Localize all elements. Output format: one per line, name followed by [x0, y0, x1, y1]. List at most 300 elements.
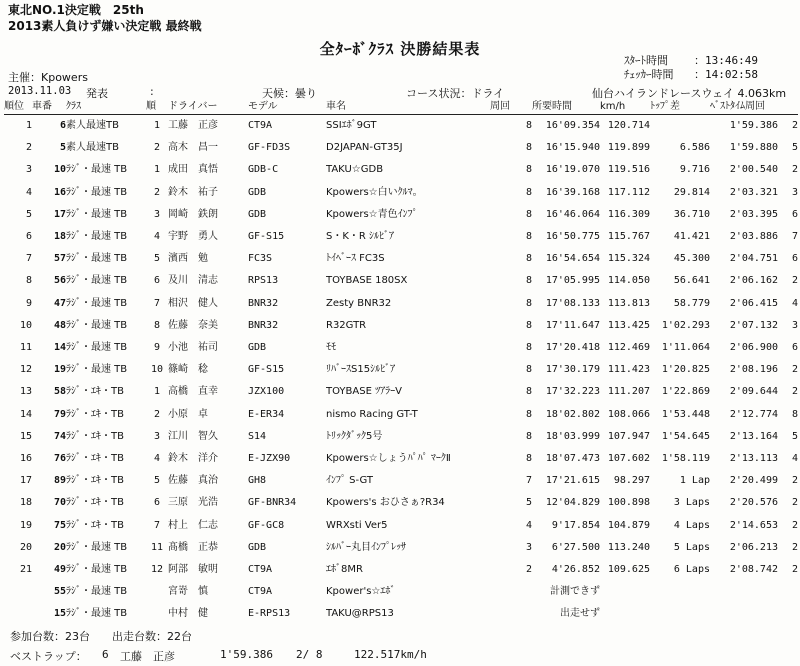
cell-speed: 115.324	[607, 253, 650, 265]
cell-class: ﾗｼﾞ・最速 TB	[66, 564, 128, 576]
cell-total-time: 12'04.829	[545, 497, 600, 509]
cell-car-number: 20	[53, 541, 66, 553]
table-row	[4, 581, 798, 603]
cell-class: ﾗｼﾞ・ｴｷ・TB	[66, 386, 124, 398]
table-row	[4, 159, 798, 181]
cell-total-time: 17'21.615	[545, 475, 600, 487]
cell-driver: 篠崎 稔	[168, 364, 208, 376]
cell-driver: 村上 仁志	[168, 519, 218, 531]
cell-position: 6	[25, 231, 32, 243]
cell-model: E-RPS13	[248, 608, 291, 620]
cell-car-number: 48	[53, 319, 66, 331]
cell-best-time: 2'04.751	[729, 253, 778, 265]
cell-driver: 阿部 敏明	[168, 564, 218, 576]
cell-laps: 8	[525, 408, 532, 420]
cell-car-number: 5	[59, 142, 66, 154]
cell-laps: 8	[525, 142, 532, 154]
course-condition: コース状況：ドライ	[406, 87, 505, 100]
cell-car-number: 58	[53, 386, 66, 398]
cell-car-name: SSIｴﾎﾞ9GT	[326, 120, 377, 131]
cell-laps: 8	[525, 319, 532, 331]
cell-driver: 三原 光浩	[168, 497, 218, 509]
cell-driver: 江川 智久	[168, 430, 218, 442]
cell-driver: 及川 清志	[168, 275, 218, 287]
cell-best-lap-number: 2	[791, 275, 798, 287]
cell-best-time	[710, 581, 778, 603]
cell-car-number: 49	[53, 564, 66, 576]
cell-speed: 109.625	[607, 564, 650, 576]
cell-total-time: 16'46.064	[545, 208, 600, 220]
cell-laps: 2	[525, 564, 532, 576]
cell-speed: 119.899	[607, 142, 650, 154]
cell-best-time: 1'59.386	[729, 120, 778, 131]
cell-position: 3	[25, 164, 32, 176]
cell-laps: 8	[525, 186, 532, 198]
cell-speed: 107.947	[607, 430, 650, 442]
cell-best-time: 2'07.132	[729, 319, 778, 331]
cell-driver: 鈴木 洋介	[168, 453, 218, 465]
cell-class-position: 12	[150, 564, 164, 576]
table-row	[4, 115, 798, 138]
cell-best-lap-number	[778, 581, 798, 603]
cell-total-time: 17'08.133	[545, 297, 600, 309]
cell-gap: 1'11.064	[661, 342, 710, 354]
cell-laps: 8	[525, 231, 532, 243]
weather: 天候：曇り	[262, 87, 317, 100]
checker-time-value: ：14:02:58	[694, 68, 758, 81]
table-row	[4, 337, 798, 359]
cell-class: ﾗｼﾞ・最速 TB	[66, 164, 128, 176]
col-header-model: モデル	[248, 99, 326, 115]
announce-label: 発表	[86, 87, 108, 100]
cell-car-name: ｼﾙﾊﾞｰ丸目ｲﾝﾌﾟﾚｯｻ	[326, 541, 406, 553]
cell-total-time: 18'02.802	[545, 408, 600, 420]
table-row	[4, 381, 798, 403]
cell-gap	[650, 115, 710, 138]
cell-best-time: 2'13.113	[729, 453, 778, 465]
cell-best-lap-number: 5	[791, 430, 798, 442]
cell-model: BNR32	[248, 319, 279, 331]
cell-best-lap-number: 8	[791, 408, 798, 420]
cell-car-name: ﾄﾘｯｸﾀﾞｯｸ5号	[326, 430, 383, 442]
cell-model: GDB-C	[248, 164, 279, 176]
cell-speed: 116.309	[607, 208, 650, 220]
cell-best-time: 2'20.499	[729, 475, 778, 487]
cell-speed: 111.423	[607, 364, 650, 376]
cell-gap: 4 Laps	[673, 519, 710, 531]
cell-class: ﾗｼﾞ・最速 TB	[66, 342, 128, 354]
cell-model: JZX100	[248, 386, 285, 398]
cell-driver: 鈴木 祐子	[168, 186, 218, 198]
cell-car-name: TOYBASE 180SX	[326, 275, 408, 287]
cell-car-number: 10	[53, 164, 66, 176]
cell-class: ﾗｼﾞ・最速 TB	[66, 364, 128, 376]
cell-position: 4	[25, 186, 32, 198]
table-row	[4, 426, 798, 448]
cell-gap: 6 Laps	[673, 564, 710, 576]
cell-class-position: 3	[153, 208, 161, 220]
cell-car-number: 19	[53, 364, 66, 376]
cell-total-time: 16'19.070	[545, 164, 600, 176]
cell-best-lap-number: 3	[791, 319, 798, 331]
cell-car-number: 74	[53, 430, 66, 442]
table-row	[4, 470, 798, 492]
cell-best-lap-number: 2	[791, 564, 798, 576]
table-row	[4, 226, 798, 248]
col-header-car-name: 車名	[326, 99, 490, 115]
cell-best-lap-number: 2	[791, 497, 798, 509]
cell-class-position: 9	[153, 342, 161, 354]
cell-car-number: 6	[59, 120, 66, 131]
cell-class: ﾗｼﾞ・最速 TB	[66, 208, 128, 220]
cell-class-position: 7	[153, 519, 161, 531]
cell-speed: 98.297	[613, 475, 650, 487]
cell-best-time: 2'06.213	[729, 541, 778, 553]
cell-class-position: 3	[153, 430, 161, 442]
cell-model: CT9A	[248, 564, 273, 576]
cell-position: 13	[19, 386, 32, 398]
cell-speed: 120.714	[607, 120, 650, 131]
cell-driver: 成田 真悟	[168, 164, 218, 176]
cell-speed: 117.112	[607, 186, 650, 198]
cell-gap: 56.641	[673, 275, 710, 287]
cell-model: GDB	[248, 541, 267, 553]
circuit-name: 仙台ハイランドレースウェイ 4.063km	[592, 87, 787, 100]
cell-class: ﾗｼﾞ・最速 TB	[66, 319, 128, 331]
cell-car-number: 14	[53, 342, 66, 354]
cell-total-time: 18'03.999	[545, 430, 600, 442]
cell-best-lap-number: 7	[791, 231, 798, 243]
cell-driver: 高木 昌一	[168, 142, 218, 154]
cell-class: ﾗｼﾞ・ｴｷ・TB	[66, 475, 124, 487]
col-header-gap: ﾄｯﾌﾟ差	[650, 99, 710, 115]
cell-position	[4, 581, 32, 603]
cell-speed: 119.516	[607, 164, 650, 176]
cell-gap: 1'58.119	[661, 453, 710, 465]
cell-driver: 濱西 勉	[168, 253, 208, 265]
cell-gap: 1'22.869	[661, 386, 710, 398]
cell-car-number: 57	[53, 253, 66, 265]
col-header-position: 順位	[4, 99, 32, 115]
cell-model: GF-S15	[248, 231, 285, 243]
cell-position: 17	[19, 475, 32, 487]
cell-laps: 8	[525, 275, 532, 287]
cell-class: ﾗｼﾞ・ｴｷ・TB	[66, 408, 124, 420]
cell-speed	[600, 603, 650, 625]
table-row	[4, 603, 798, 625]
cell-class-position: 4	[153, 453, 161, 465]
cell-driver: 宮嵜 慎	[168, 586, 208, 598]
cell-laps: 8	[525, 253, 532, 265]
cell-class: ﾗｼﾞ・最速 TB	[66, 253, 128, 265]
cell-car-number: 16	[53, 186, 66, 198]
table-row	[4, 359, 798, 381]
cell-best-lap-number: 4	[791, 453, 798, 465]
cell-model: BNR32	[248, 297, 279, 309]
cell-car-name: ｲﾝﾌﾟ S-GT	[326, 475, 374, 487]
cell-car-number: 18	[53, 231, 66, 243]
cell-class: ﾗｼﾞ・最速 TB	[66, 231, 128, 243]
cell-best-time	[710, 603, 778, 625]
cell-class-position: 6	[153, 275, 161, 287]
cell-car-name: Kpowers☆青色ｲﾝﾌﾟ	[326, 208, 418, 220]
cell-best-lap-number: 2	[791, 386, 798, 398]
cell-total-time: 出走せず	[560, 608, 600, 620]
cell-gap	[650, 581, 710, 603]
cell-laps: 4	[525, 519, 532, 531]
cell-car-name: nismo Racing GT-T	[326, 408, 418, 420]
best-lap-time: 1'59.386	[220, 648, 273, 661]
cell-laps	[490, 603, 532, 625]
cell-gap: 29.814	[673, 186, 710, 198]
cell-speed: 108.066	[607, 408, 650, 420]
cell-driver: 佐藤 奈美	[168, 319, 218, 331]
cell-total-time: 16'15.940	[545, 142, 600, 154]
cell-class-position: 11	[150, 541, 164, 553]
cell-car-name: TOYBASE ﾂｱﾗｰV	[326, 386, 402, 398]
cell-car-number: 75	[53, 519, 66, 531]
col-header-car-number: 車番	[32, 99, 66, 115]
page-title: 全ﾀｰﾎﾞｸﾗｽ 決勝結果表	[319, 40, 481, 58]
cell-position: 14	[19, 408, 32, 420]
cell-position: 18	[19, 497, 32, 509]
cell-best-time: 2'12.774	[729, 408, 778, 420]
cell-class-position: 6	[153, 497, 161, 509]
checker-time-label: ﾁｪｯｶｰ時間	[624, 68, 674, 81]
cell-model: CT9A	[248, 120, 273, 131]
cell-best-time: 2'08.742	[729, 564, 778, 576]
cell-laps: 8	[525, 208, 532, 220]
cell-total-time: 17'11.647	[545, 319, 600, 331]
cell-model: GF-FD3S	[248, 142, 291, 154]
organizer: 主催：Kpowers	[8, 71, 88, 84]
cell-driver: 相沢 健人	[168, 297, 218, 309]
cell-class: ﾗｼﾞ・ｴｷ・TB	[66, 519, 124, 531]
cell-total-time: 16'50.775	[545, 231, 600, 243]
cell-driver: 髙橋 正恭	[168, 541, 218, 553]
cell-model: GDB	[248, 342, 267, 354]
cell-class-position: 7	[153, 297, 161, 309]
cell-class: 素人最速TB	[66, 120, 119, 131]
cell-best-lap-number: 6	[791, 342, 798, 354]
cell-model: GH8	[248, 475, 267, 487]
cell-class: ﾗｼﾞ・最速 TB	[66, 541, 128, 553]
cell-model: S14	[248, 430, 267, 442]
cell-class-position: 5	[153, 475, 161, 487]
cell-laps: 5	[525, 497, 532, 509]
announce-date: 2013.11.03	[8, 85, 72, 97]
cell-best-time: 2'00.540	[729, 164, 778, 176]
cell-speed: 111.207	[607, 386, 650, 398]
col-header-total-time: 所要時間	[532, 99, 600, 115]
cell-class-position: 2	[153, 142, 161, 154]
cell-gap: 36.710	[673, 208, 710, 220]
cell-speed: 100.898	[607, 497, 650, 509]
cell-class-position: 2	[153, 186, 161, 198]
cell-class-position	[146, 603, 168, 625]
cell-position: 16	[19, 453, 32, 465]
col-header-class-position: 順	[146, 99, 168, 115]
cell-laps: 8	[525, 342, 532, 354]
cell-car-number: 15	[53, 608, 66, 620]
cell-car-name: Kpower's☆ｴﾎﾞ	[326, 586, 396, 598]
cell-best-time: 2'09.644	[729, 386, 778, 398]
cell-gap: 5 Laps	[673, 541, 710, 553]
cell-best-time: 1'59.880	[729, 142, 778, 154]
cell-car-name: TAKU☆GDB	[326, 164, 384, 176]
cell-laps: 8	[525, 164, 532, 176]
cell-car-number: 76	[53, 453, 66, 465]
cell-class-position: 1	[153, 164, 161, 176]
start-time-label: ｽﾀｰﾄ時間	[624, 54, 668, 67]
cell-best-lap-number: 6	[791, 253, 798, 265]
cell-class: ﾗｼﾞ・最速 TB	[66, 608, 128, 620]
col-header-laps: 周回	[490, 99, 532, 115]
cell-driver: 岡崎 鉄朗	[168, 208, 218, 220]
cell-position: 5	[25, 208, 32, 220]
cell-best-time: 2'03.321	[729, 186, 778, 198]
cell-car-name: Kpowers☆しょうﾊﾟﾊﾟ ﾏｰｸⅡ	[326, 453, 451, 465]
cell-class-position: 5	[153, 253, 161, 265]
cell-laps: 8	[525, 364, 532, 376]
table-row	[4, 204, 798, 226]
cell-class-position: 1	[153, 386, 161, 398]
cell-class-position: 8	[153, 319, 161, 331]
best-lap-label: ベストラップ：	[10, 650, 87, 663]
announce-colon: :	[150, 85, 154, 98]
cell-best-time: 2'14.653	[729, 519, 778, 531]
cell-best-lap-number: 5	[791, 142, 798, 154]
cell-laps: 8	[525, 120, 532, 131]
cell-model: FC3S	[248, 253, 273, 265]
cell-total-time: 17'30.179	[545, 364, 600, 376]
cell-position: 11	[19, 342, 32, 354]
cell-class: ﾗｼﾞ・ｴｷ・TB	[66, 453, 124, 465]
cell-car-name: Kpowers☆白いｸﾙﾏ。	[326, 186, 423, 198]
cell-position: 9	[25, 297, 32, 309]
cell-gap: 3 Laps	[673, 497, 710, 509]
cell-car-number: 89	[53, 475, 66, 487]
table-row	[4, 559, 798, 581]
cell-car-number: 17	[53, 208, 66, 220]
cell-total-time: 16'09.354	[545, 120, 600, 131]
cell-speed: 114.050	[607, 275, 650, 287]
cell-class: ﾗｼﾞ・ｴｷ・TB	[66, 430, 124, 442]
cell-class: ﾗｼﾞ・最速 TB	[66, 297, 128, 309]
cell-car-name: D2JAPAN-GT35J	[326, 142, 403, 154]
cell-best-lap-number: 2	[791, 120, 798, 131]
cell-class: ﾗｼﾞ・最速 TB	[66, 186, 128, 198]
cell-position	[4, 603, 32, 625]
cell-gap: 58.779	[673, 297, 710, 309]
col-header-best-lap: ﾍﾞｽﾄﾀｲﾑ周回	[710, 99, 798, 115]
cell-position: 19	[19, 519, 32, 531]
cell-gap	[650, 603, 710, 625]
cell-gap: 41.421	[673, 231, 710, 243]
cell-best-lap-number	[778, 603, 798, 625]
cell-total-time: 計測できず	[550, 586, 600, 598]
cell-best-time: 2'03.395	[729, 208, 778, 220]
cell-best-lap-number: 2	[791, 164, 798, 176]
cell-speed: 112.469	[607, 342, 650, 354]
cell-position: 21	[19, 564, 32, 576]
cell-gap: 9.716	[679, 164, 710, 176]
cell-best-time: 2'03.886	[729, 231, 778, 243]
cell-class-position: 4	[153, 231, 161, 243]
cell-class: ﾗｼﾞ・最速 TB	[66, 275, 128, 287]
cell-laps	[490, 581, 532, 603]
cell-laps: 3	[525, 541, 532, 553]
cell-class-position: 2	[153, 408, 161, 420]
cell-position: 10	[19, 319, 32, 331]
table-row	[4, 448, 798, 470]
col-header-driver: ドライバー	[168, 99, 248, 115]
cell-best-time: 2'20.576	[729, 497, 778, 509]
cell-car-name: ﾄｲﾍﾞｰｽ FC3S	[326, 253, 385, 265]
cell-position: 2	[25, 142, 32, 154]
cell-total-time: 16'54.654	[545, 253, 600, 265]
cell-car-name: S・K・R ｼﾙﾋﾞｱ	[326, 231, 395, 243]
cell-laps: 7	[525, 475, 532, 487]
col-header-speed: km/h	[600, 99, 650, 115]
table-row	[4, 537, 798, 559]
col-header-class: ｸﾗｽ	[66, 99, 146, 115]
cell-car-name: WRXsti Ver5	[326, 519, 388, 531]
cell-best-lap-number: 2	[791, 519, 798, 531]
cell-car-number: 79	[53, 408, 66, 420]
cell-laps: 8	[525, 453, 532, 465]
cell-car-name: R32GTR	[326, 319, 367, 331]
cell-total-time: 9'17.854	[551, 519, 600, 531]
cell-driver: 中村 健	[168, 608, 208, 620]
cell-driver: 宇野 勇人	[168, 231, 218, 243]
cell-best-lap-number: 6	[791, 208, 798, 220]
cell-gap: 1'53.448	[661, 408, 710, 420]
cell-driver: 佐藤 真治	[168, 475, 218, 487]
cell-position: 8	[25, 275, 32, 287]
cell-class-position: 10	[150, 364, 164, 376]
cell-best-time: 2'13.164	[729, 430, 778, 442]
cell-model: CT9A	[248, 586, 273, 598]
cell-position: 12	[19, 364, 32, 376]
cell-class-position	[146, 581, 168, 603]
cell-gap: 6.586	[679, 142, 710, 154]
cell-model: RPS13	[248, 275, 279, 287]
cell-gap: 1 Lap	[679, 475, 710, 487]
cell-model: GF-BNR34	[248, 497, 297, 509]
cell-model: GDB	[248, 208, 267, 220]
cell-best-lap-number: 2	[791, 475, 798, 487]
cell-car-name: ﾘﾊﾞｰｽS15ｼﾙﾋﾞｱ	[326, 364, 396, 376]
cell-driver: 工藤 正彦	[168, 120, 218, 131]
results-table	[4, 99, 798, 626]
cell-position: 1	[25, 120, 32, 131]
cell-best-lap-number: 2	[791, 364, 798, 376]
cell-model: E-JZX90	[248, 453, 291, 465]
cell-speed: 113.813	[607, 297, 650, 309]
cell-driver: 小池 祐司	[168, 342, 218, 354]
table-row	[4, 515, 798, 537]
best-lap-car-number: 6	[102, 648, 109, 661]
table-row	[4, 404, 798, 426]
table-header-row	[4, 99, 798, 115]
cell-car-name: TAKU@RPS13	[326, 608, 394, 620]
cell-total-time: 16'39.168	[545, 186, 600, 198]
cell-class: ﾗｼﾞ・最速 TB	[66, 586, 128, 598]
best-lap-driver: 工藤 正彦	[120, 650, 175, 663]
cell-class-position: 1	[153, 120, 161, 131]
cell-car-name: Kpowers's おひさぁ?R34	[326, 497, 445, 509]
